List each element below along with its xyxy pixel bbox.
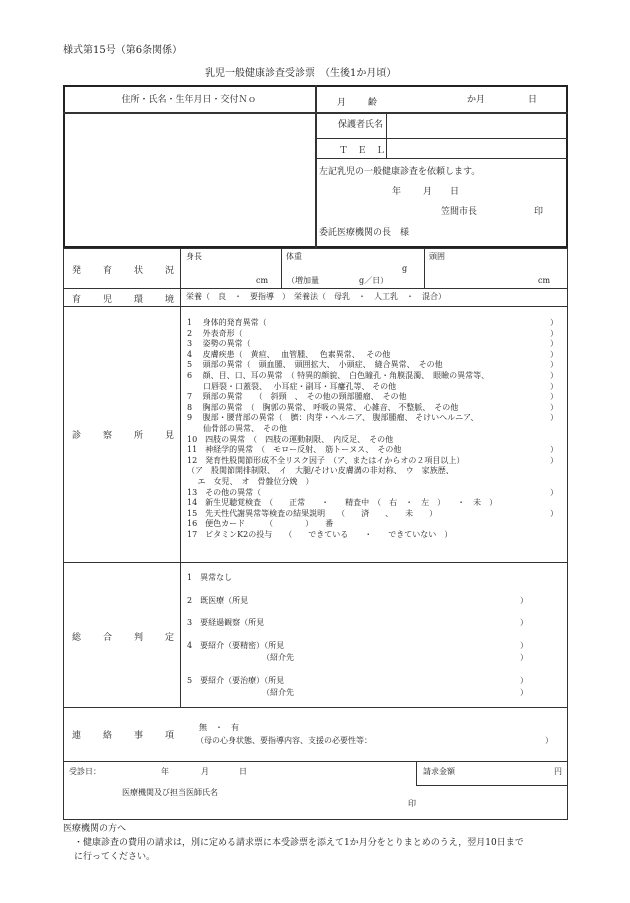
finding-item: 3 姿勢の異常（ bbox=[187, 339, 251, 349]
judgment-item: 1 異常なし bbox=[187, 573, 233, 582]
close-paren: ） bbox=[550, 339, 558, 349]
finding-item: 9 腹部・腰背部の異常（ 臍：肉芽・ヘルニア、 腹部腫瘤、 そけいヘルニア、 bbox=[187, 413, 479, 423]
visit-year: 年 bbox=[161, 767, 169, 776]
head-unit: cm bbox=[538, 276, 551, 285]
tel-char: Ｌ bbox=[375, 146, 385, 156]
label-char: 定 bbox=[164, 633, 174, 643]
finding-item: エ 女児、 オ 骨盤位分娩 ） bbox=[187, 476, 314, 486]
finding-item: 口唇裂・口蓋裂、 小耳症・副耳・耳瘻孔等、 その他 bbox=[187, 381, 397, 391]
close-paren: ） bbox=[550, 360, 558, 370]
request-year: 年 bbox=[392, 187, 402, 197]
label-char: 判 bbox=[133, 633, 143, 643]
age-label bbox=[337, 95, 377, 108]
close-paren: ） bbox=[550, 328, 558, 338]
visit-date-label: 受診日： bbox=[69, 767, 101, 776]
billing-label: 請求金額 bbox=[423, 767, 455, 776]
label-char: 環 bbox=[133, 295, 143, 305]
label-char: 診 bbox=[72, 431, 82, 441]
guardian-label: 保護者氏名 bbox=[338, 120, 384, 130]
mayor-seal: 印 bbox=[534, 207, 544, 217]
close-paren: ） bbox=[550, 508, 558, 518]
request-month: 月 bbox=[423, 187, 433, 197]
development-label bbox=[72, 263, 174, 276]
finding-item: 5 頭部の異常（ 頭血腫、 頭囲拡大、 小頭症、 縫合異常、 その他 bbox=[187, 360, 443, 370]
findings-list bbox=[187, 318, 497, 540]
close-paren: ） bbox=[550, 318, 558, 327]
label-char: 発 bbox=[72, 266, 82, 276]
page-title: 乳児一般健康診査受診票 （生後1か月頃） bbox=[205, 68, 397, 79]
finding-item: 10 四肢の異常 （ 四肢の運動制限、 内反足、 その他 bbox=[187, 434, 394, 444]
label-char: 見 bbox=[164, 431, 174, 441]
nutrition-text: 栄養（ 良 ・ 要指導 ） 栄養法（ 母乳 ・ 人工乳 ・ 混合） bbox=[186, 292, 446, 301]
request-day: 日 bbox=[450, 187, 460, 197]
finding-item: 14 新生児聴覚検査 （ 正常 ・ 精査中 （ 右 ・ 左 ） ・ 未 ） bbox=[187, 498, 498, 508]
age-char: 齢 bbox=[367, 98, 377, 108]
footer-note: ・健康診査の費用の請求は，別に定める請求票に本受診票を添えて1か月分をとりまとめのうえ，翌月10日まで bbox=[74, 838, 524, 848]
finding-item: 仙骨部の異常、 その他 bbox=[187, 423, 287, 433]
footer-note-cont: に行ってください。 bbox=[74, 852, 156, 862]
close-paren: ） bbox=[550, 402, 558, 412]
addressee: 委託医療機関の長 様 bbox=[319, 228, 410, 238]
close-paren: ） bbox=[520, 596, 528, 605]
age-char: 月 bbox=[337, 98, 347, 108]
tel-char: Ｅ bbox=[357, 146, 367, 156]
environment-label bbox=[72, 292, 174, 305]
weight-gain: （増加量 g／日） bbox=[287, 276, 389, 285]
label-char: 総 bbox=[72, 633, 82, 643]
label-char: 育 bbox=[72, 295, 82, 305]
judgment-item: 5 要紹介（要治療）（所見 bbox=[187, 676, 285, 685]
label-char: 況 bbox=[164, 266, 174, 276]
visit-month: 月 bbox=[201, 767, 209, 776]
finding-item: （ア 股関節開排制限、 イ 大腿/そけい皮膚溝の非対称、 ウ 家族歴、 bbox=[187, 466, 454, 476]
close-paren: ） bbox=[550, 455, 558, 465]
doctor-label: 医療機関及び担当医師氏名 bbox=[122, 788, 218, 797]
label-char: 所 bbox=[133, 431, 143, 441]
close-paren: ） bbox=[550, 392, 558, 402]
label-char: 児 bbox=[102, 295, 112, 305]
label-char: 合 bbox=[102, 633, 112, 643]
finding-item: 17 ビタミンK2の投与 （ できている ・ できていない ） bbox=[187, 529, 453, 539]
tel-label bbox=[339, 143, 385, 156]
finding-item: 1 身体的発育異常（ bbox=[187, 318, 267, 327]
contact-presence: 無 ・ 有 bbox=[199, 723, 239, 732]
findings-label bbox=[72, 428, 174, 441]
finding-item: 13 その他の異常（ bbox=[187, 487, 262, 497]
contact-label bbox=[72, 728, 174, 741]
form-number: 様式第15号（第6条関係） bbox=[63, 45, 183, 56]
patient-info-label: 住所・氏名・生年月日・交付Ｎｏ bbox=[121, 95, 257, 105]
label-char: 察 bbox=[102, 431, 112, 441]
judgment-referral: （紹介先 bbox=[262, 688, 294, 697]
close-paren: ） bbox=[520, 676, 528, 685]
judgment-label bbox=[72, 630, 174, 643]
close-paren: ） bbox=[550, 413, 558, 423]
age-days-unit: 日 bbox=[528, 95, 538, 105]
close-paren: ） bbox=[520, 653, 528, 662]
finding-item: 15 先天性代謝異常等検査の結果説明 （ 済 、 未 ） bbox=[187, 508, 438, 518]
judgment-item: 2 既医療（所見 bbox=[187, 596, 249, 605]
close-paren: ） bbox=[520, 688, 528, 697]
head-label: 頭囲 bbox=[429, 252, 445, 261]
judgment-item: 4 要紹介（要精密）（所見 bbox=[187, 641, 285, 650]
finding-item: 8 胸部の異常 （ 胸郭の異常、 呼吸の異常、 心雑音、 不整脈、 その他 bbox=[187, 402, 459, 412]
close-paren: ） bbox=[550, 371, 558, 380]
weight-unit: g bbox=[402, 264, 408, 273]
label-char: 状 bbox=[133, 266, 143, 276]
finding-item: 2 外表奇形（ bbox=[187, 328, 243, 338]
finding-item: 12 発育性股関節形成不全リスク因子 （ア、またはイからオの２項目以上） bbox=[187, 455, 465, 465]
close-paren: ） bbox=[550, 349, 558, 359]
contact-detail: （母の心身状態、要指導内容、支援の必要性等： bbox=[196, 736, 372, 745]
label-char: 絡 bbox=[102, 731, 112, 741]
weight-label: 体重 bbox=[286, 252, 302, 261]
label-char: 事 bbox=[133, 731, 143, 741]
close-paren: ） bbox=[520, 641, 528, 650]
doctor-seal: 印 bbox=[408, 799, 416, 808]
label-char: 育 bbox=[102, 266, 112, 276]
finding-item: 16 便色カード （ ） 番 bbox=[187, 519, 334, 529]
footer-heading: 医療機関の方へ bbox=[63, 824, 127, 834]
finding-item: 6 顔、目、口、耳の異常 （ 特異的顔貌、 白色瞳孔・角膜混濁、 眼瞼の異常等、 bbox=[187, 370, 490, 380]
height-unit: cm bbox=[256, 276, 269, 285]
billing-yen: 円 bbox=[554, 767, 562, 776]
finding-item: 4 皮膚疾患（ 黄疸、 血管腫、 色素異常、 その他 bbox=[187, 349, 391, 359]
label-char: 連 bbox=[72, 731, 82, 741]
close-paren: ） bbox=[550, 445, 558, 455]
finding-item: 7 頸部の異常 （ 斜頸 、 その他の頸部腫瘤、 その他 bbox=[187, 392, 407, 402]
visit-day: 日 bbox=[239, 767, 247, 776]
request-text: 左記乳児の一般健康診査を依頼します。 bbox=[319, 167, 481, 177]
finding-item: 11 神経学的異常 （ モロー反射、 筋トーヌス、 その他 bbox=[187, 445, 402, 455]
mayor-label: 笠間市長 bbox=[441, 207, 478, 217]
tel-char: Ｔ bbox=[339, 146, 349, 156]
label-char: 項 bbox=[164, 731, 174, 741]
close-paren: ） bbox=[520, 618, 528, 627]
height-label: 身長 bbox=[186, 252, 202, 261]
label-char: 境 bbox=[164, 295, 174, 305]
judgment-referral: （紹介先 bbox=[262, 653, 294, 662]
judgment-item: 3 要経過観察（所見 bbox=[187, 618, 265, 627]
close-paren: ） bbox=[550, 381, 558, 391]
close-paren: ） bbox=[545, 736, 553, 745]
age-months-unit: か月 bbox=[467, 95, 486, 105]
close-paren: ） bbox=[550, 487, 558, 497]
